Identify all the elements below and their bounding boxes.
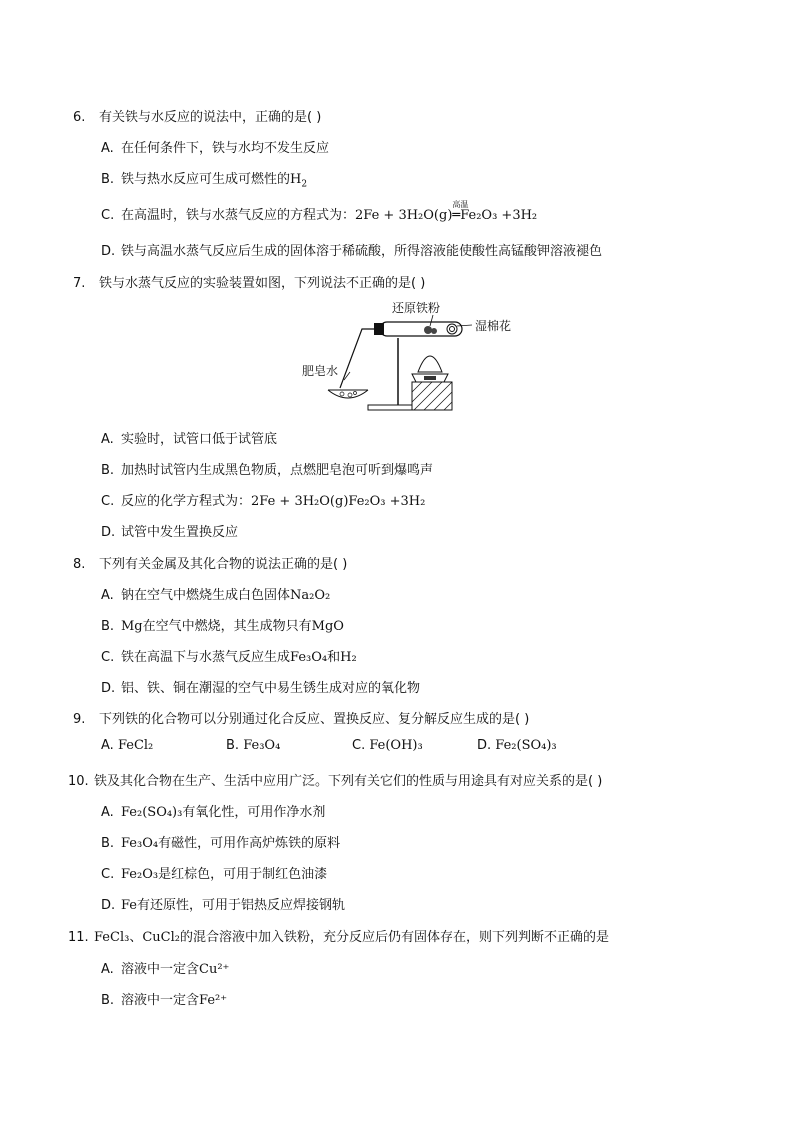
question-11-stem: 11. FeCl₃、CuCl₂的混合溶液中加入铁粉，充分反应后仍有固体存在，则下列判断不正确的是 [68,930,609,945]
q7-option-c: C. 反应的化学方程式为：2Fe + 3H₂O(g)Fe₂O₃ +3H₂ [101,494,426,509]
q7-option-d: D. 试管中发生置换反应 [101,525,239,540]
flame [418,356,442,372]
q9-option-b: B. Fe₃O₄ [226,738,281,753]
q8-option-d: D. 铝、铁、铜在潮湿的空气中易生锈生成对应的氧化物 [101,681,421,696]
label-wet-cotton: 湿棉花 [475,319,512,333]
q8-option-b: B. Mg在空气中燃烧，其生成物只有MgO [101,619,344,634]
q10-option-d: D. Fe有还原性，可用于铝热反应焊接钢轨 [101,898,346,913]
question-6-stem: 6. 有关铁与水反应的说法中，正确的是( ) [73,110,322,125]
q6-option-b: B. 铁与热水反应可生成可燃性的$H_2$ [101,172,308,190]
question-10-stem: 10. 铁及其化合物在生产、生活中应用广泛。下列有关它们的性质与用途具有对应关系的是( ) [68,774,603,789]
question-9-stem: 9. 下列铁的化合物可以分别通过化合反应、置换反应、复分解反应生成的是( ) [73,712,530,727]
q6-option-d: D. 铁与高温水蒸气反应后生成的固体溶于稀硫酸，所得溶液能使酸性高锰酸钾溶液褪色 [101,244,603,259]
q6-option-c: C. 在高温时，铁与水蒸气反应的方程式为：2Fe + 3H₂O(g) 高温 ═Fe₂O₃ +3H₂ [101,200,538,223]
q9-option-c: C. Fe(OH)₃ [352,738,423,753]
stopper [374,323,384,335]
q10-option-c: C. Fe₂O₃是红棕色，可用于制红色油漆 [101,867,328,882]
q11-option-a: A. 溶液中一定含Cu²⁺ [101,962,230,977]
q11-option-b: B. 溶液中一定含Fe²⁺ [101,993,228,1008]
question-7-stem: 7. 铁与水蒸气反应的实验装置如图，下列说法不正确的是( ) [73,276,426,291]
q9-option-d: D. Fe₂(SO₄)₃ [477,738,557,753]
q8-option-c: C. 铁在高温下与水蒸气反应生成Fe₃O₄和H₂ [101,650,357,665]
iron-powder [424,326,432,334]
q10-option-b: B. Fe₃O₄有磁性，可用作高炉炼铁的原料 [101,836,341,851]
question-8-stem: 8. 下列有关金属及其化合物的说法正确的是( ) [73,557,348,572]
q7-option-a: A. 实验时，试管口低于试管底 [101,432,278,447]
apparatus-diagram [300,300,530,415]
q10-option-a: A. Fe₂(SO₄)₃有氧化性，可用作净水剂 [101,805,326,820]
q7-option-b: B. 加热时试管内生成黑色物质，点燃肥皂泡可听到爆鸣声 [101,463,434,478]
q6-option-a: A. 在任何条件下，铁与水均不发生反应 [101,141,330,156]
reaction-condition: 高温 ═ [452,200,469,223]
label-reduced-iron: 还原铁粉 [392,301,441,315]
q8-option-a: A. 钠在空气中燃烧生成白色固体Na₂O₂ [101,588,331,603]
q9-option-a: A. FeCl₂ [101,738,154,753]
label-soap-water: 肥皂水 [302,364,339,378]
